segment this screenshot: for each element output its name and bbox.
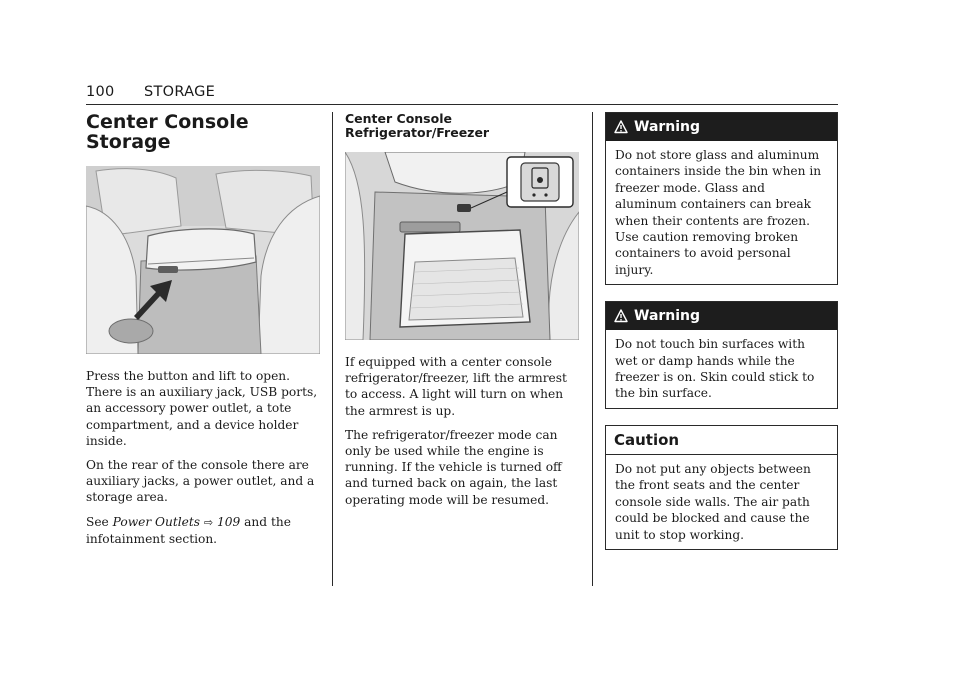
paragraph-rear-console: On the rear of the console there are auxiliary jacks, a power outlet, and a storage area. — [86, 458, 315, 505]
illustration-console-refrigerator-bin — [345, 152, 579, 340]
page-reference-arrow-icon: ⇨ — [203, 515, 214, 529]
paragraph-access-freezer: If equipped with a center console refrigerator/freezer, lift the armrest to access. A light will turn on when the armrest is up. — [345, 355, 567, 418]
warning-label: Warning — [634, 119, 701, 135]
warning-box-wet-hands — [605, 301, 838, 409]
column-safety-notices — [605, 112, 838, 566]
column-divider-2 — [592, 112, 593, 586]
see-suffix: and the infotainment section. — [86, 514, 291, 546]
link-page-109[interactable]: 109 — [217, 514, 241, 529]
warning-triangle-icon — [614, 309, 628, 323]
column-divider-1 — [332, 112, 333, 586]
caution-label: Caution — [614, 430, 680, 449]
warning-label: Warning — [634, 308, 701, 325]
warning-triangle-icon — [614, 120, 628, 134]
warning-text-wet-hands: Do not touch bin surfaces with wet or damp hands while the freezer is on. Skin could stick to the bin surface. — [615, 337, 815, 401]
illustration-center-console-armrest — [86, 166, 320, 354]
column-refrigerator-freezer — [345, 112, 579, 516]
section-title: STORAGE — [144, 84, 216, 100]
warning-box-glass-containers — [605, 112, 838, 285]
page-number: 100 — [86, 84, 115, 100]
warning-header — [606, 113, 837, 141]
link-power-outlets[interactable]: Power Outlets — [112, 514, 201, 529]
heading-center-console-storage: Center Console Storage — [86, 111, 249, 153]
caution-header — [606, 426, 837, 455]
warning-text-glass-containers: Do not store glass and aluminum containers inside the bin when in freezer mode. Glass and aluminum containers can break when their contents are frozen. Use caution removing broken containers to avoid personal injury. — [615, 148, 822, 277]
caution-box-air-path — [605, 425, 838, 550]
caution-text-air-path: Do not put any objects between the front seats and the center console side walls. The air path could be blocked and cause the unit to stop working. — [615, 461, 811, 542]
see-prefix: See — [86, 514, 113, 529]
heading-refrigerator-freezer: Center Console Refrigerator/Freezer — [345, 111, 490, 140]
column-center-console-storage — [86, 112, 320, 555]
warning-header — [606, 302, 837, 330]
page-header — [86, 82, 838, 105]
paragraph-see-power-outlets — [86, 514, 320, 547]
paragraph-freezer-mode: The refrigerator/freezer mode can only be used while the engine is running. If the vehicle is turned off and turned back on again, the last operating mode will be resumed. — [345, 427, 562, 507]
paragraph-open-console: Press the button and lift to open. There is an auxiliary jack, USB ports, an accessory power outlet, a tote compartment, and a device holder inside. — [86, 369, 318, 448]
